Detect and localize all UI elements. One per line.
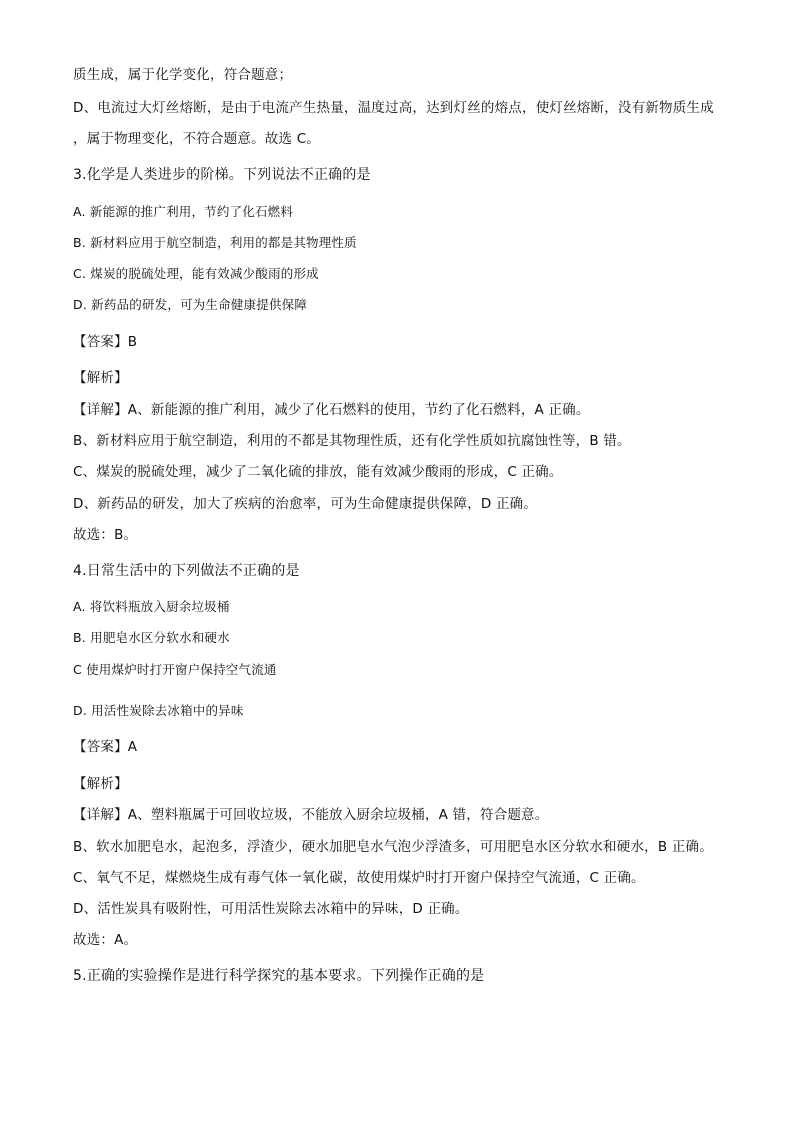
question-4-analysis-heading: 【解析】 bbox=[73, 776, 128, 792]
question-4-detail-d: D、活性炭具有吸附性，可用活性炭除去冰箱中的异味，D 正确。 bbox=[73, 901, 469, 917]
question-3-option-c: C. 煤炭的脱硫处理，能有效减少酸雨的形成 bbox=[73, 266, 319, 281]
question-4-option-b: B. 用肥皂水区分软水和硬水 bbox=[73, 630, 230, 645]
question-3-detail-d: D、新药品的研发，加大了疾病的治愈率，可为生命健康提供保障，D 正确。 bbox=[73, 496, 538, 512]
question-4-detail-a: 【详解】A、塑料瓶属于可回收垃圾，不能放入厨余垃圾桶，A 错，符合题意。 bbox=[73, 807, 549, 823]
question-4-option-a: A. 将饮料瓶放入厨余垃圾桶 bbox=[73, 599, 230, 614]
question-3-option-b: B. 新材料应用于航空制造，利用的都是其物理性质 bbox=[73, 235, 357, 250]
question-4-option-d: D. 用活性炭除去冰箱中的异味 bbox=[73, 703, 244, 718]
question-3-answer: 【答案】B bbox=[73, 334, 138, 350]
question-4-answer: 【答案】A bbox=[73, 739, 138, 755]
question-3-detail-a: 【详解】A、新能源的推广利用，减少了化石燃料的使用，节约了化石燃料，A 正确。 bbox=[73, 402, 590, 418]
text-line-1: 质生成，属于化学变化，符合题意； bbox=[73, 67, 293, 83]
question-4-option-c: C 使用煤炉时打开窗户保持空气流通 bbox=[73, 662, 277, 677]
question-4-title: 4.日常生活中的下列做法不正确的是 bbox=[73, 563, 300, 579]
question-3-detail-b: B、新材料应用于航空制造，利用的不都是其物理性质，还有化学性质如抗腐蚀性等，B 错。 bbox=[73, 433, 631, 449]
question-4-conclusion: 故选：A。 bbox=[73, 932, 138, 948]
text-line-2: D、电流过大灯丝熔断，是由于电流产生热量，温度过高，达到灯丝的熔点，使灯丝熔断，没有新物质生成 bbox=[73, 100, 714, 116]
question-3-option-a: A. 新能源的推广利用，节约了化石燃料 bbox=[73, 204, 294, 219]
question-3-conclusion: 故选：B。 bbox=[73, 527, 138, 543]
question-3-analysis-heading: 【解析】 bbox=[73, 370, 128, 386]
question-4-detail-c: C、氧气不足，煤燃烧生成有毒气体一氧化碳，故使用煤炉时打开窗户保持空气流通，C 正确。 bbox=[73, 870, 645, 886]
question-3-option-d: D. 新药品的研发，可为生命健康提供保障 bbox=[73, 297, 308, 312]
question-3-title: 3.化学是人类进步的阶梯。下列说法不正确的是 bbox=[73, 167, 371, 183]
question-4-detail-b: B、软水加肥皂水，起泡多，浮渣少，硬水加肥皂水气泡少浮渣多，可用肥皂水区分软水和硬水，B 正确。 bbox=[73, 839, 713, 855]
question-3-detail-c: C、煤炭的脱硫处理，减少了二氧化硫的排放，能有效减少酸雨的形成，C 正确。 bbox=[73, 464, 563, 480]
text-line-3: ，属于物理变化，不符合题意。故选 C。 bbox=[73, 131, 321, 147]
question-5-title: 5.正确的实验操作是进行科学探究的基本要求。下列操作正确的是 bbox=[73, 968, 485, 984]
